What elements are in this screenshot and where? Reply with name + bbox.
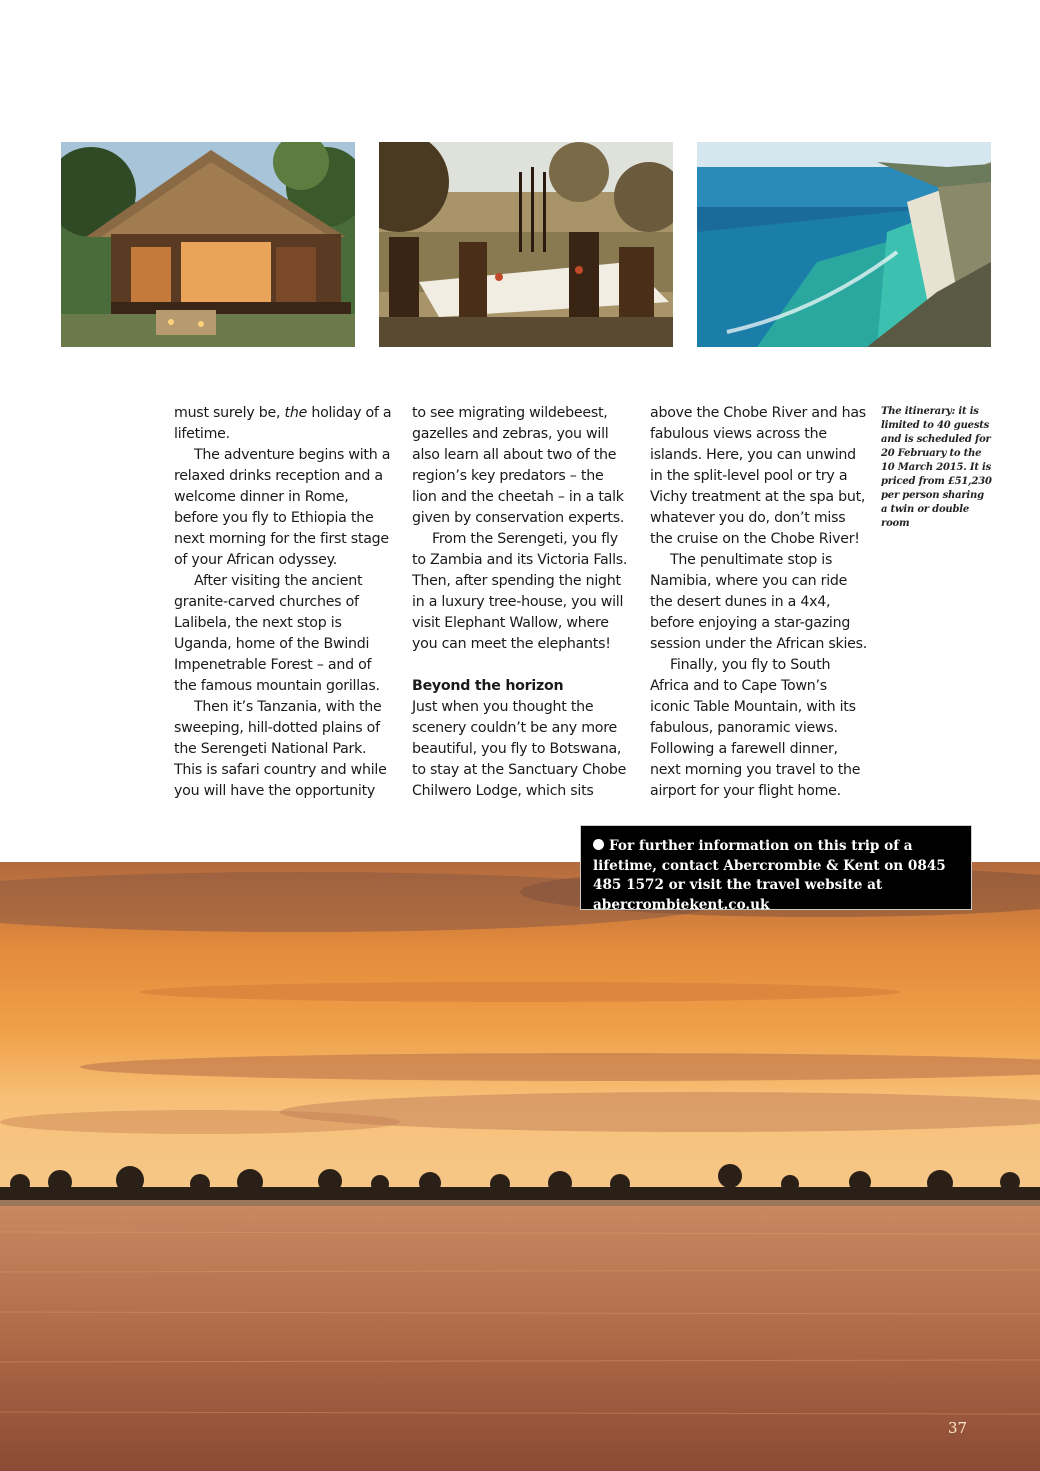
bullet-icon — [593, 839, 604, 850]
article-column-3 — [650, 403, 870, 802]
photo-chobe-sunset — [0, 862, 1040, 1471]
safari-hut-image — [61, 142, 355, 347]
photo-bush-dinner — [379, 142, 673, 347]
col2-para-3: Just when you thought the scenery couldn’t be any more beautiful, you fly to Botswana, to stay at the Sanctuary Chobe Chilwero Lodge, which sits — [412, 699, 627, 799]
col1-para-1-emphasis: the — [284, 405, 308, 421]
col1-para-4: Then it’s Tanzania, with the sweeping, hill-dotted plains of the Serengeti National Park. This is safari country and while you will have the opportunity — [174, 699, 387, 799]
bush-dinner-image — [379, 142, 673, 347]
col1-para-2: The adventure begins with a relaxed drinks reception and a welcome dinner in Rome, before you fly to Ethiopia the next morning for the first stage of your African odyssey. — [174, 447, 391, 568]
itinerary-sidebar: The itinerary: it is limited to 40 guests and is scheduled for 20 February to the 10 March 2015. It is priced from £51,230 per person sharing a twin or double room — [881, 406, 992, 529]
photo-safari-hut — [61, 142, 355, 347]
col2-para-2: From the Serengeti, you fly to Zambia and its Victoria Falls. Then, after spending the night in a luxury tree-house, you will visit Elephant Wallow, where you can meet the elephants! — [412, 531, 628, 652]
contact-info-text: For further information on this trip of a lifetime, contact Abercrombie & Kent on 0845 485 1572 or visit the travel website at abercrombiekent.co.uk — [593, 838, 946, 913]
col3-para-3: Finally, you fly to South Africa and to Cape Town’s iconic Table Mountain, with its fabulous, panoramic views. Following a farewell dinner, next morning you travel to the airport for your flight home. — [650, 657, 861, 799]
article-column-1 — [174, 403, 394, 802]
col3-para-2: The penultimate stop is Namibia, where you can ride the desert dunes in a 4x4, before enjoying a star-gazing session under the African skies. — [650, 552, 868, 652]
col1-para-1-start: must surely be, — [174, 405, 285, 421]
section-heading: Beyond the horizon — [412, 678, 564, 694]
contact-info-box — [580, 825, 972, 913]
cape-coast-image — [697, 142, 991, 347]
page-number: 37 — [948, 1419, 968, 1437]
chobe-sunset-image — [0, 862, 1040, 1471]
col1-para-1-end: holiday of a lifetime. — [174, 405, 392, 442]
col3-para-1: above the Chobe River and has fabulous views across the islands. Here, you can unwind in the split-level pool or try a Vichy treatment at the spa but, whatever you do, don’t miss the cruise on the Chobe River! — [650, 405, 866, 547]
col1-para-3: After visiting the ancient granite-carved churches of Lalibela, the next stop is Uganda, home of the Bwindi Impenetrable Forest – and of the famous mountain gorillas. — [174, 573, 380, 694]
article-column-2 — [412, 403, 632, 802]
photo-cape-coast — [697, 142, 991, 347]
col2-para-1: to see migrating wildebeest, gazelles and zebras, you will also learn all about two of the region’s key predators – the lion and the cheetah – in a talk given by conservation experts. — [412, 405, 625, 526]
col1-para-1 — [174, 403, 394, 445]
